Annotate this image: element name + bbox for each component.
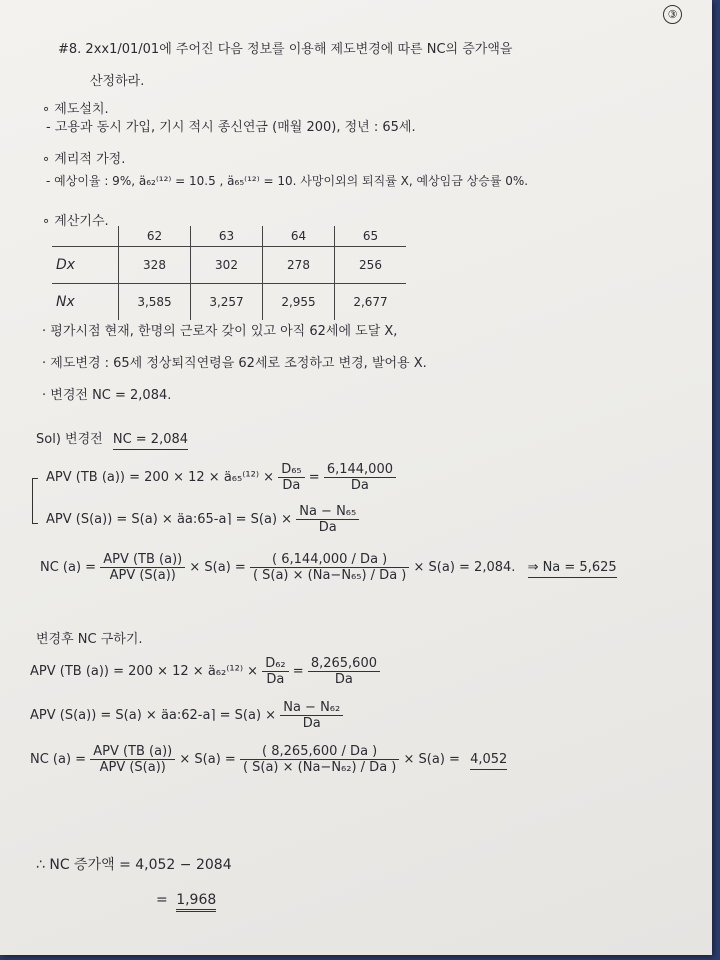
after-tb-result: $\frac{8,265,600}{Da}$ [308,656,380,687]
table-cell: 256 [335,247,407,284]
commutation-heading: ∘ 계산기수. [42,214,109,229]
after-nc-expanded: $\frac{( 8,265,600 / Da )}{\text{( S(a) × (Na−N₆₂) / Da )}}$ [240,744,399,775]
after-tb-factor: $\frac{\text{D₆₂}}{Da}$ [262,656,288,687]
after-tb-equation: APV (TB (a)) = 200 × 12 × ä₆₂⁽¹²⁾ × $\frac{\text{D₆₂}}{Da}$ = $\frac{8,265,600}{Da}$ [30,656,380,687]
before-tb-result: $\frac{6,144,000}{Da}$ [324,462,396,493]
table-cell: 278 [263,247,335,284]
assumptions-detail: - 예상이율 : 9%, ä₆₂⁽¹²⁾ = 10.5 , ä₆₅⁽¹²⁾ = 10. 사망이외의 퇴직률 X, 예상임금 상승률 0%. [46,174,529,188]
table-cell: 328 [119,247,191,284]
plan-detail: - 고용과 동시 가입, 기시 적시 종신연금 (매월 200), 정년 : 65세. [46,120,416,135]
column-header: 64 [263,226,335,247]
before-salary-factor: $\frac{\text{Na − N₆₅}}{Da}$ [296,504,359,535]
plan-heading: ∘ 제도설치. [42,102,109,117]
note-3: · 변경전 NC = 2,084. [42,388,172,403]
before-nc-equation: NC (a) = $\frac{\text{APV (TB (a))}}{\text{APV (S(a))}}$ × S(a) = $\frac{( 6,144,000 / Da )}{\text{( S(a) × (Na−N₆₅) / Da )}}$ × S(a) = 2,084. ⇒ Na = 5,625 [40,552,617,583]
conclusion-line-2: = 1,968 [156,892,216,908]
table-cell: 3,585 [119,284,191,321]
column-header: 65 [362,229,379,243]
table-row [52,284,406,321]
after-nc-equation: NC (a) = $\frac{\text{APV (TB (a))}}{\text{APV (S(a))}}$ × S(a) = $\frac{( 8,265,600 / Da )}{\text{( S(a) × (Na−N₆₂) / Da )}}$ × S(a) = 4,052 [30,744,508,775]
after-salary-equation: APV (S(a)) = S(a) × äa:62-a⌉ = S(a) × $\frac{\text{Na − N₆₂}}{Da}$ [30,700,343,731]
table-cell: 302 [191,247,263,284]
row-label: Nx [52,284,119,321]
before-tb-lhs: APV (TB (a)) = 200 × 12 × ä₆₅⁽¹²⁾ × [46,470,275,485]
after-nc-result: 4,052 [470,752,507,770]
commutation-header-row [52,226,406,247]
before-nc-expanded: $\frac{( 6,144,000 / Da )}{\text{( S(a) × (Na−N₆₅) / Da )}}$ [250,552,409,583]
table-cell: 3,257 [191,284,263,321]
before-salary-equation [46,504,359,535]
table-cell: 2,955 [263,284,335,321]
solution-intro-value: NC = 2,084 [113,432,188,450]
before-nc-result: ⇒ Na = 5,625 [528,560,617,578]
page-number: ③ [663,5,682,24]
after-heading: 변경후 NC 구하기. [36,632,143,647]
solution-intro-prefix: Sol) 변경전 [36,432,103,447]
column-header: 62 [119,226,191,247]
note-1: · 평가시점 현재, 한명의 근로자 갖이 있고 아직 62세에 도달 X, [42,324,398,339]
after-salary-factor: $\frac{\text{Na − N₆₂}}{Da}$ [280,700,343,731]
final-answer: 1,968 [176,892,216,912]
problem-line-2: 산정하라. [90,74,145,89]
table-cell: 2,677 [335,284,407,321]
problem-line-1: #8. 2xx1/01/01에 주어진 다음 정보를 이용해 제도변경에 따른 NC의 증가액을 [58,42,513,57]
before-tb-factor: $\frac{\text{D₆₅}}{Da}$ [278,462,304,493]
conclusion-line-1: ∴ NC 증가액 = 4,052 − 2084 [36,857,232,873]
after-nc-ratio: $\frac{\text{APV (TB (a))}}{\text{APV (S(a))}}$ [90,744,175,775]
solution-intro [36,428,188,447]
before-tb-equation: APV (TB (a)) = 200 × 12 × ä₆₅⁽¹²⁾ × $\frac{\text{D₆₅}}{Da}$ = $\frac{6,144,000}{Da}$ [46,462,396,493]
commutation-table [52,226,406,320]
before-salary-lhs: APV (S(a)) = S(a) × äa:65-a⌉ = S(a) × [46,512,293,527]
assumptions-heading: ∘ 계리적 가정. [42,152,126,167]
table-row [52,247,406,284]
row-label: Dx [52,247,119,284]
column-header: 63 [191,226,263,247]
note-2: · 제도변경 : 65세 정상퇴직연령을 62세로 조정하고 변경, 발어용 X. [42,356,427,371]
before-nc-ratio: $\frac{\text{APV (TB (a))}}{\text{APV (S(a))}}$ [100,552,185,583]
equation-brace [32,478,38,524]
